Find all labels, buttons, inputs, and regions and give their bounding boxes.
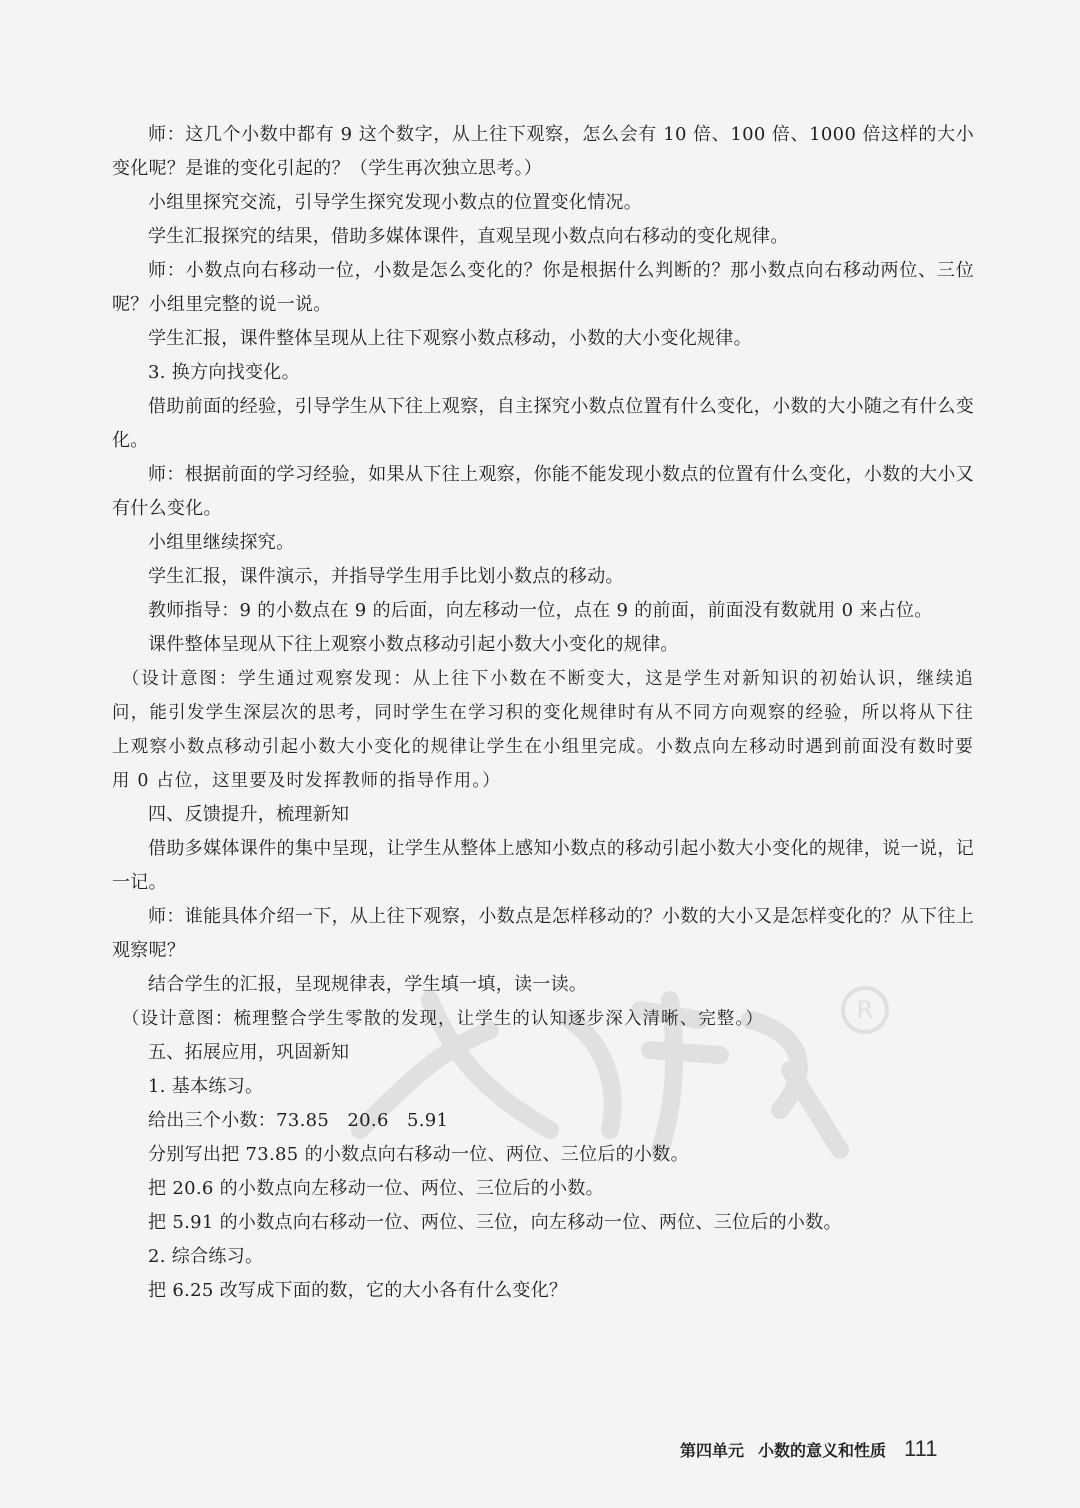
- paragraph: 师：根据前面的学习经验，如果从下往上观察，你能不能发现小数点的位置有什么变化，小数的大小又有什么变化。: [112, 464, 974, 519]
- paragraph: 师：小数点向右移动一位，小数是怎么变化的？你是根据什么判断的？那小数点向右移动两位、三位呢？小组里完整的说一说。: [112, 260, 974, 315]
- page-footer: [680, 1434, 980, 1464]
- paragraph: 结合学生的汇报，呈现规律表，学生填一填，读一读。: [148, 974, 588, 995]
- exercise-item: 分别写出把 73.85 的小数点向右移动一位、两位、三位后的小数。: [148, 1144, 689, 1165]
- exercise-item: 2. 综合练习。: [148, 1246, 264, 1267]
- svg-text:R: R: [856, 996, 874, 1024]
- paragraph: 小组里继续探究。: [148, 532, 295, 553]
- exercise-item: 把 20.6 的小数点向左移动一位、两位、三位后的小数。: [148, 1178, 604, 1199]
- paragraph: 借助前面的经验，引导学生从下往上观察，自主探究小数点位置有什么变化，小数的大小随之有什么变化。: [112, 396, 974, 451]
- exercise-item: 把 5.91 的小数点向右移动一位、两位、三位，向左移动一位、两位、三位后的小数。: [148, 1212, 842, 1233]
- paragraph: 课件整体呈现从下往上观察小数点移动引起小数大小变化的规律。: [148, 634, 679, 655]
- paragraph: 学生汇报，课件整体呈现从上往下观察小数点移动，小数的大小变化规律。: [148, 328, 752, 349]
- footer-chapter-title: 小数的意义和性质: [758, 1440, 887, 1460]
- footer-unit-label: 第四单元: [680, 1440, 745, 1460]
- paragraph: 学生汇报探究的结果，借助多媒体课件，直观呈现小数点向右移动的变化规律。: [148, 226, 789, 247]
- page-body: [112, 118, 974, 1308]
- paragraph: 师：谁能具体介绍一下，从上往下观察，小数点是怎样移动的？小数的大小又是怎样变化的？从下往上观察呢？: [112, 906, 974, 961]
- section-heading: 五、拓展应用，巩固新知: [148, 1042, 350, 1063]
- exercise-item: 1. 基本练习。: [148, 1076, 264, 1097]
- design-intent-note: （设计意图：学生通过观察发现：从上往下小数在不断变大，这是学生对新知识的初始认识，继续追问，能引发学生深层次的思考，同时学生在学习积的变化规律时有从不同方向观察的经验，所以将从下往上观察小数点移动引起小数大小变化的规律让学生在小组里完成。小数点向左移动时遇到前面没有数时要用 0 占位，这里要及时发挥教师的指导作用。）: [112, 669, 974, 791]
- paragraph: 借助多媒体课件的集中呈现，让学生从整体上感知小数点的移动引起小数大小变化的规律，说一说，记一记。: [112, 838, 974, 893]
- exercise-item: 给出三个小数：73.85 20.6 5.91: [148, 1110, 449, 1131]
- paragraph: 小组里探究交流，引导学生探究发现小数点的位置变化情况。: [148, 192, 643, 213]
- page-number: 111: [904, 1436, 938, 1461]
- subheading: 3. 换方向找变化。: [148, 362, 300, 383]
- paragraph: 教师指导：9 的小数点在 9 的后面，向左移动一位，点在 9 的前面，前面没有数就用 0 来占位。: [148, 600, 933, 621]
- exercise-item: 把 6.25 改写成下面的数，它的大小各有什么变化？: [148, 1280, 568, 1301]
- paragraph: 师：这几个小数中都有 9 这个数字，从上往下观察，怎么会有 10 倍、100 倍、1000 倍这样的大小变化呢？是谁的变化引起的？（学生再次独立思考。）: [112, 124, 974, 179]
- paragraph: 学生汇报，课件演示，并指导学生用手比划小数点的移动。: [148, 566, 624, 587]
- section-heading: 四、反馈提升，梳理新知: [148, 804, 350, 825]
- design-intent-note: （设计意图：梳理整合学生零散的发现，让学生的认知逐步深入清晰、完整。）: [122, 1009, 764, 1029]
